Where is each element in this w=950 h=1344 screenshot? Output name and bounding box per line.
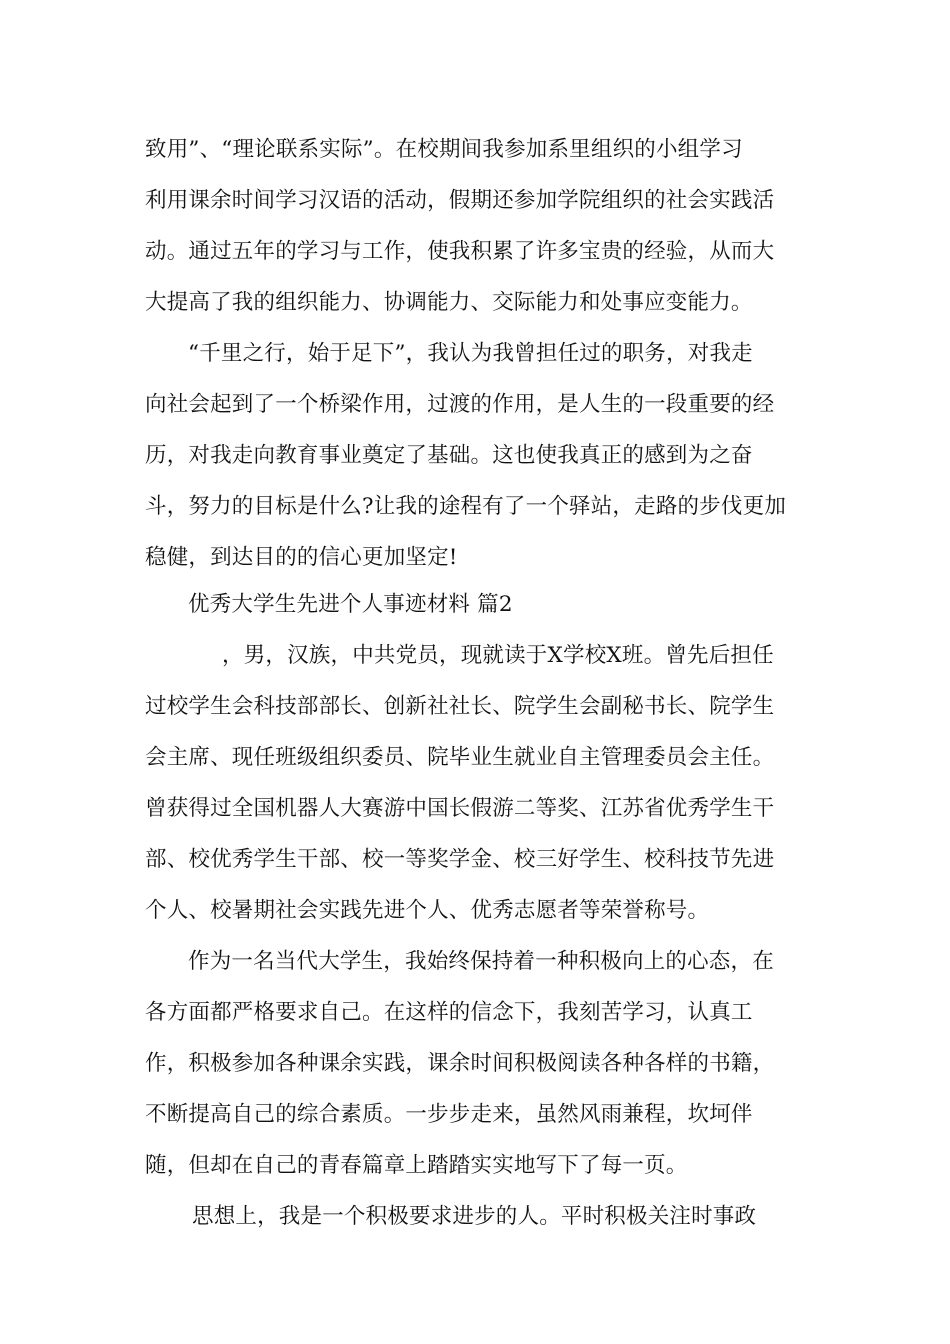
text-line: 随，但却在自己的青春篇章上踏踏实实地写下了每一页。: [145, 1153, 688, 1178]
text-line: 稳健，到达目的的信心更加坚定!: [145, 545, 458, 570]
text-line: 思想上，我是一个积极要求进步的人。平时积极关注时事政: [192, 1204, 757, 1229]
text-line: 斗，努力的目标是什么?让我的途程有了一个驿站，走路的步伐更加: [145, 494, 787, 519]
text-line: 向社会起到了一个桥梁作用，过渡的作用，是人生的一段重要的经: [145, 392, 775, 417]
text-line: 利用课余时间学习汉语的活动，假期还参加学院组织的社会实践活: [145, 188, 775, 213]
text-line: 各方面都严格要求自己。在这样的信念下，我刻苦学习，认真工: [145, 1000, 753, 1025]
text-line: 大提高了我的组织能力、协调能力、交际能力和处事应变能力。: [145, 290, 753, 315]
text-line: 作，积极参加各种课余实践，课余时间积极阅读各种各样的书籍，: [145, 1051, 775, 1076]
text-line: 不断提高自己的综合素质。一步步走来，虽然风雨兼程，坎坷伴: [145, 1102, 753, 1127]
text-line: “千里之行，始于足下”，我认为我曾担任过的职务，对我走: [188, 341, 753, 366]
text-line: 动。通过五年的学习与工作，使我积累了许多宝贵的经验，从而大: [145, 239, 775, 264]
text-line: 部、校优秀学生干部、校一等奖学金、校三好学生、校科技节先进: [145, 847, 775, 872]
text-line: 个人、校暑期社会实践先进个人、优秀志愿者等荣誉称号。: [145, 898, 710, 923]
text-line: 作为一名当代大学生，我始终保持着一种积极向上的心态，在: [188, 949, 774, 974]
text-line: 曾获得过全国机器人大赛游中国长假游二等奖、江苏省优秀学生干: [145, 796, 775, 821]
text-line: 会主席、现任班级组织委员、院毕业生就业自主管理委员会主任。: [145, 745, 775, 770]
text-line: 历，对我走向教育事业奠定了基础。这也使我真正的感到为之奋: [145, 443, 753, 468]
text-line: ，男，汉族，中共党员，现就读于X学校X班。曾先后担任: [222, 643, 774, 668]
section-heading: 优秀大学生先进个人事迹材料 篇2: [188, 592, 513, 617]
text-line: 过校学生会科技部部长、创新社社长、院学生会副秘书长、院学生: [145, 694, 775, 719]
text-line: 致用”、“理论联系实际”。在校期间我参加系里组织的小组学习: [145, 137, 743, 162]
